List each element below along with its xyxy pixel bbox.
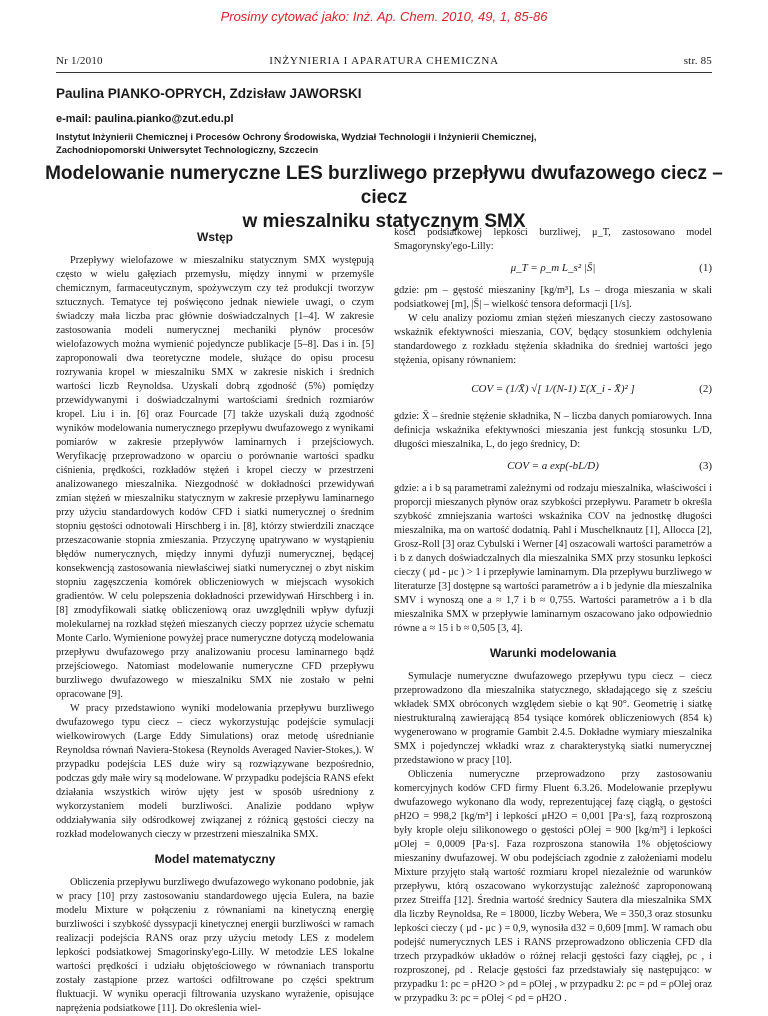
intro-paragraph: W pracy przedstawiono wyniki modelowania przepływu burzliwego dwufazowego typu ciecz – ciecz wykorzystując podejście symulacji wielkowirowych (Large Eddy Simulations) oraz metodę uśrednianie Reynoldsa równań Naviera-Stokesa (Reynolds Averaged Navier-Stokes,). W przypadku podejścia LES duże wiry są rozwiązywane bezpośrednio, podczas gdy małe wiry są modelowane. W przypadku podejścia RANS efekt działania wszystkich wirów ujęty jest w sposób uśredniony z wykorzystaniem modeli burzliwości. Analizie poddano wpływ oddziaływania siły odśrodkowej związanej z różnicą gęstości cieczy na rozkład modelowanych cieczy w przestrzeni mieszalnika SMX. <box>56 703 374 840</box>
model-paragraph: Obliczenia przepływu burzliwego dwufazowego wykonano podobnie, jak w pracy [10] przy zastosowaniu standardowego ujęcia Eulera, na bazie modelu Mixture w połączeniu z równaniami na kinetyczną energię burzliwości i szybkość dyssypacji kinetycznej energii burzliwości w ramach realizacji podejścia RANS oraz przy użyciu metody LES z modelem lepkości podsiatkowej Smagorinsky'ego-Lilly. W metodzie LES lokalne wartości prędkości i udziału objętościowego w równaniach transportu zostały zastąpione przez wartości odfiltrowane po części spektrum fluktuacji. W wyniku operacji filtrowania uzyskano wyrażenie, opisujące naprężenia podsiatkowe [11]. Do określenia wiel- <box>56 877 374 1014</box>
body-paragraph: gdzie: ρm – gęstość mieszaniny [kg/m³], Ls – droga mieszania w skali podsiatkowej [m], |S̄| – wielkość tensora deformacji [1/s]. <box>394 285 712 310</box>
author-email: e-mail: paulina.pianko@zut.edu.pl <box>56 113 234 125</box>
equation-body: μ_T = ρ_m L_s² |S̄| <box>510 262 596 274</box>
intro-paragraph: Przepływy wielofazowe w mieszalniku statycznym SMX występują często w wielu gałęziach przemysłu, między innymi w przemyśle chemicznym, farmaceutycznym, spożywczym czy też produkcji tworzyw sztucznych. Tematyce tej poświęcono jednak niewiele uwagi, o czym świadczy mała liczba prac głównie doświadczalnych [1–4]. W zakresie zastosowania modeli numerycznej mechaniki płynów procesów wielofazowych można wymienić pojedyncze publikacje [5–8]. Das i in. [5] zaproponowali dwa teoretyczne modele, służące do opisu procesu rozrywania kropel w mieszalniku SMX w zakresie niskich i średnich wartości liczb Reynoldsa. Uzyskali dobrą zgodność (5%) pomiędzy przewidywanymi i doświadczalnymi wartościami średnich rozmiarów kropel. Liu i in. [6] oraz Fourcade [7] także uzyskali dużą zgodność wyników modelowania numerycznego przepływu dwufazowego z wynikami pomiarów w zakresie przepływów laminarnych i przejściowych. Weryfikację przeprowadzono w oparciu o porównanie wartości spadku ciśnienia, prędkości, rozkładów stężeń i kropel cieczy w przestrzeni analizowanego mieszalnika. Niezgodność w dokładności przewidywań zmian stężeń w mieszalniku statycznym w zakresie przepływu laminarnego przy użyciu standardowych kodów CFD i siatki numerycznej o średnim stopniu gęstości odnotowali Hirschberg i in. [8], którzy stwierdzili znaczące przeszacowanie stopnia zmieszania. Przyczynę upatrywano w wystąpieniu błędów numerycznych, między innymi dyfuzji numerycznej, będącej konsekwencją zastosowania niewłaściwej siatki numerycznej o zbyt niskim stopniu zagęszczenia komórek obliczeniowych w miejscach wysokich gradientów. W celu polepszenia dokładności przewidywań Hirschberg i in. [8] zmodyfikowali siatkę obliczeniową oraz uwzględnili wpływ dyfuzji molekularnej na rozkład stężeń mieszanych cieczy poprzez użycie schematu Monte Carlo. Wymienione powyżej prace numeryczne dotyczą modelowania przepływu dwufazowego przy analizowaniu procesu laminarnego bądź przejściowego. Natomiast modelowanie numeryczne CFD przepływu burzliwego dwufazowego w mieszalniku SMX nie zostało w pełni opracowane [9]. <box>56 255 374 700</box>
title-line: w mieszalniku statycznym SMX <box>242 211 526 232</box>
left-column <box>56 226 374 1016</box>
running-header <box>56 55 712 73</box>
body-paragraph: gdzie: X̄ – średnie stężenie składnika, N – liczba danych pomiarowych. Inna definicja wskaźnika efektywności mieszania jest funkcją stosunku L/D, długości mieszalnika, L, do jego średnicy, D: <box>394 411 712 450</box>
affiliation-line: Zachodniopomorski Uniwersytet Technologiczny, Szczecin <box>56 144 319 155</box>
section-heading-model: Model matematyczny <box>154 852 276 866</box>
equation-body: COV = (1/X̄) √[ 1/(N-1) Σ(X_i - X̄)² ] <box>471 383 635 395</box>
equation-2 <box>394 370 712 408</box>
journal-name: INŻYNIERIA I APARATURA CHEMICZNA <box>269 55 499 67</box>
affiliation <box>56 130 716 156</box>
paper-title <box>40 162 728 234</box>
equation-1 <box>394 256 712 282</box>
body-paragraph: gdzie: a i b są parametrami zależnymi od rodzaju mieszalnika, właściwości i proporcji mieszanych płynów oraz szybkości przepływu. Parametr b określa szybkość zmniejszania wartości wskaźnika COV na jednostkę długości mieszalnika, ma on wartość dodatnią. Pahl i Muschelknautz [1], Allocca [2], Grosz-Roll [3] oraz Cybulski i Werner [4] oszacowali wartości parametrów a i b z danych doświadczalnych dla mieszalnika SMX przy stosunku lepkości cieczy ( μd - μc ) > 1 i przepływie laminarnym. Dla przepływu burzliwego w literaturze [3] dostępne są wartości parametrów a i b jedynie dla mieszalnika SMV i wynoszą one a ≈ 1,7 i b ≈ 0,755. Wartości parametrów a i b dla mieszalnika SMX w przepływie laminarnym oszacowano jako odpowiednio równe a ≈ 15 i b ≈ 0,505 [3, 4]. <box>394 483 712 634</box>
right-column <box>394 226 712 1006</box>
header-rule <box>56 72 712 73</box>
issue-number: Nr 1/2010 <box>56 55 103 67</box>
body-paragraph: Obliczenia numeryczne przeprowadzono przy zastosowaniu komercyjnych kodów CFD firmy Fluent 6.3.26. Modelowanie przepływu dwufazowego wykonano dla wody, reprezentującej fazę ciągłą, o gęstości ρH2O = 998,2 [kg/m³] i lepkości μH2O = 0,001 [Pa·s], fazą rozproszoną były krople oleju silikonowego o gęstości ρOlej = 900 [kg/m³] i lepkości μOlej = 0,0009 [Pa·s]. Faza rozproszona stanowiła 1% objętościowy mieszaniny dwufazowej. W obu podejściach zgodnie z założeniami modelu Mixture przyjęto stałą wartość rozmiaru kropel niezależnie od warunków przepływu, którą oszacowano wykorzystując zależność zaproponowaną przez Streiffa [12]. Średnia wartość średnicy Sautera dla mieszalnika SMX dla liczby Reynoldsa, Re = 18000, liczby Webera, We = 350,3 oraz stosunku lepkości cieczy ( μd - μc ) = 0,9, wynosiła d32 = 0,609 [mm]. W ramach obu podejść numerycznych LES i RANS przeprowadzono obliczenia CFD dla trzech przypadków układów o różnej relacji gęstości fazy ciągłej, ρc , i rozproszonej, ρd . Relacje gęstości faz przedstawiały się następująco: w przypadku 1: ρc = ρH2O > ρd = ρOlej , w przypadku 2: ρc = ρd = ρOlej oraz w przypadku 3: ρc = ρOlej < ρd = ρH2O . <box>394 769 712 1004</box>
equation-number: (1) <box>699 262 712 274</box>
equation-number: (2) <box>699 383 712 395</box>
body-paragraph: W celu analizy poziomu zmian stężeń mieszanych cieczy zastosowano wskaźnik efektywności mieszania, COV, będący stosunkiem odchylenia standardowego z rozkładu stężenia składnika do średniej wartości jego stężenia, opisany równaniem: <box>394 313 712 366</box>
section-heading-intro: Wstęp <box>197 230 233 244</box>
section-heading-conditions: Warunki modelowania <box>489 646 617 660</box>
page-number: str. 85 <box>683 55 712 67</box>
body-paragraph: kości podsiatkowej lepkości burzliwej, μ_T, zastosowano model Smagorynsky'ego-Lilly: <box>394 227 712 252</box>
affiliation-line: Instytut Inżynierii Chemicznej i Procesów Ochrony Środowiska, Wydział Technologii i Inżynierii Chemicznej, <box>56 131 537 142</box>
citation-note: Prosimy cytować jako: Inż. Ap. Chem. 2010, 49, 1, 85-86 <box>220 9 548 24</box>
equation-number: (3) <box>699 460 712 472</box>
authors: Paulina PIANKO-OPRYCH, Zdzisław JAWORSKI <box>56 86 362 101</box>
body-paragraph: Symulacje numeryczne dwufazowego przepływu typu ciecz – ciecz przeprowadzono dla mieszalnika statycznego, składającego się z sześciu wkładek SMX obróconych względem siebie o kąt 90°. Geometrię i siatkę niestrukturalną zawierającą 854 tysiące komórek obliczeniowych (854 k) wygenerowano w programie Gambit 2.4.5. Dokładne wymiary mieszalnika SMX i pojedynczej wkładki wraz z charakterystyką siatki numerycznej przedstawiono w pracy [10]. <box>394 671 712 766</box>
equation-body: COV = a exp(-bL/D) <box>507 460 599 472</box>
equation-3 <box>394 454 712 480</box>
title-line: Modelowanie numeryczne LES burzliwego przepływu dwufazowego ciecz – ciecz <box>45 163 723 208</box>
